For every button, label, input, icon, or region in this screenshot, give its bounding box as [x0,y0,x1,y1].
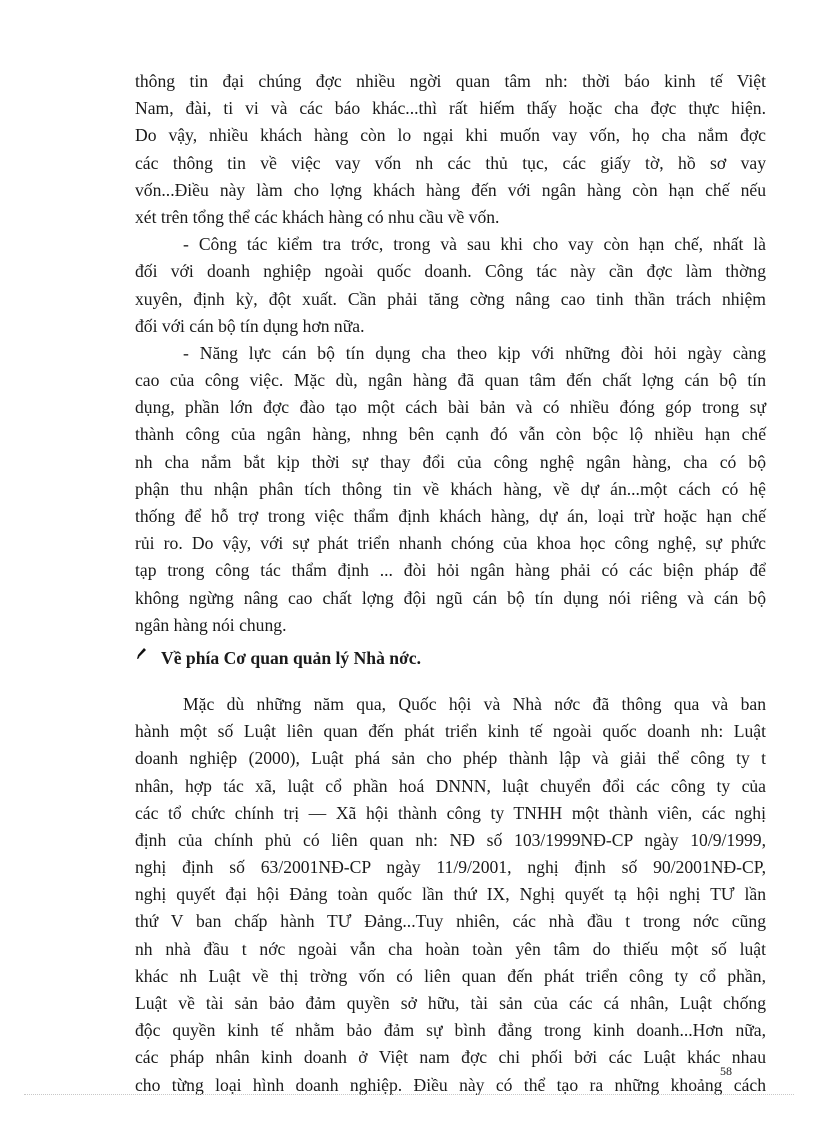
text-line: Nam, đài, ti vi và các báo khác...thì rất hiếm thấy hoặc cha đợc thực hiện. [135,98,766,119]
text-line: Luật về tài sản bảo đảm quyền sở hữu, tài sản của các cá nhân, Luật chống [135,993,766,1013]
text-line: nhân, hợp tác xã, luật cổ phần hoá DNNN, luật chuyển đổi các công ty của [135,775,766,796]
text-line: ngân hàng nói chung. [135,614,287,635]
text-line: rủi ro. Do vậy, với sự phát triển nhanh chóng của khoa học công nghệ, sự phức [135,533,766,554]
text-line: độc quyền kinh tế nhằm bảo đảm sự bình đẳng trong kinh doanh...Hơn nữa, [135,1020,766,1041]
text-line: thành công của ngân hàng, nhng bên cạnh đó vẫn còn bộc lộ nhiều hạn chế [135,424,766,445]
text-line: định của chính phủ có liên quan nh: NĐ số 103/1999NĐ-CP ngày 10/9/1999, [135,829,766,850]
text-line: vốn...Điều này làm cho lợng khách hàng đến với ngân hàng còn hạn chế nếu [135,179,766,200]
text-line: xuyên, định kỳ, đột xuất. Cần phải tăng cờng nâng cao tinh thần trách nhiệm [135,288,766,309]
text-line: thông tin đại chúng đợc nhiều ngời quan tâm nh: thời báo kinh tế Việt [135,71,766,91]
text-line: hành một số Luật liên quan đến phát triển kinh tế ngoài quốc doanh nh: Luật [135,721,766,742]
text-line: doanh nghiệp (2000), Luật phá sản cho phép thành lập và giải thể công ty t [135,748,766,769]
text-line: cao của công việc. Mặc dù, ngân hàng đã quan tâm đến chất lợng cán bộ tín [135,370,766,391]
text-line: các tổ chức chính trị — Xã hội thành công ty TNHH một thành viên, các nghị [135,802,766,823]
page-number: 58 [720,1064,732,1078]
text-line: cho từng loại hình doanh nghiệp. Điều này có thể tạo ra những khoảng cách [135,1074,766,1095]
page-body [135,68,766,1099]
text-line: nghị quyết đại hội Đảng toàn quốc lần thứ IX, Nghị quyết tạ hội nghị TƯ lần [135,884,766,905]
text-line: - Năng lực cán bộ tín dụng cha theo kịp với những đòi hỏi ngày càng [183,342,766,363]
text-line: các pháp nhân kinh doanh ở Việt nam đợc chi phối bởi các Luật khác nhau [135,1047,766,1068]
footer-divider [24,1094,794,1095]
text-line: Do vậy, nhiều khách hàng còn lo ngại khi muốn vay vốn, họ cha nắm đợc [135,125,766,146]
paragraph-staff-capacity [135,340,766,639]
text-line: nh nhà đầu t nớc ngoài vẫn cha hoàn toàn yên tâm do thiếu một số luật [135,938,766,959]
text-line: thống để hỗ trợ trong việc thẩm định khách hàng, dự án, loại trừ hoặc hạn chế [135,506,766,526]
text-line: xét trên tổng thể các khách hàng có nhu cầu về vốn. [135,206,500,227]
text-line: - Công tác kiểm tra trớc, trong và sau khi cho vay còn hạn chế, nhất là [183,234,766,255]
text-line: nh cha nắm bắt kịp thời sự thay đổi của công nghệ ngân hàng, cha có bộ [135,451,766,472]
text-line: khác nh Luật về thị trờng vốn có liên quan đến phát triển công ty cổ phần, [135,965,766,986]
text-line: các thông tin về việc vay vốn nh các thủ tục, các giấy tờ, hồ sơ vay [135,152,766,173]
text-line: không ngừng nâng cao chất lợng đội ngũ cán bộ tín dụng nói riêng và cán bộ [135,587,766,608]
paragraph-information-channels [135,68,766,231]
text-line: dụng, phần lớn đợc đào tạo một cách bài bản và có nhiều đóng góp trong sự [135,397,766,418]
text-line: phận thu nhận phân tích thông tin về khách hàng, về dự án...một cách có hệ [135,478,766,499]
section-heading [135,643,766,673]
text-line: thứ V ban chấp hành TƯ Đảng...Tuy nhiên, các nhà đầu t trong nớc cũng [135,911,766,932]
paragraph-state-management [135,691,766,1099]
text-line: tạp trong công tác thẩm định ... đòi hỏi ngân hàng phải có các biện pháp để [135,560,766,581]
text-line: đối với cán bộ tín dụng hơn nữa. [135,315,365,336]
pencil-bullet-icon [135,643,161,673]
section-heading-text: Về phía Cơ quan quản lý Nhà nớc. [161,647,422,668]
text-line: Mặc dù những năm qua, Quốc hội và Nhà nớc đã thông qua và ban [183,693,766,714]
text-line: đối với doanh nghiệp ngoài quốc doanh. Công tác này cần đợc làm thờng [135,261,766,282]
paragraph-inspection-work [135,231,766,340]
text-line: nghị định số 63/2001NĐ-CP ngày 11/9/2001, nghị định số 90/2001NĐ-CP, [135,857,766,878]
